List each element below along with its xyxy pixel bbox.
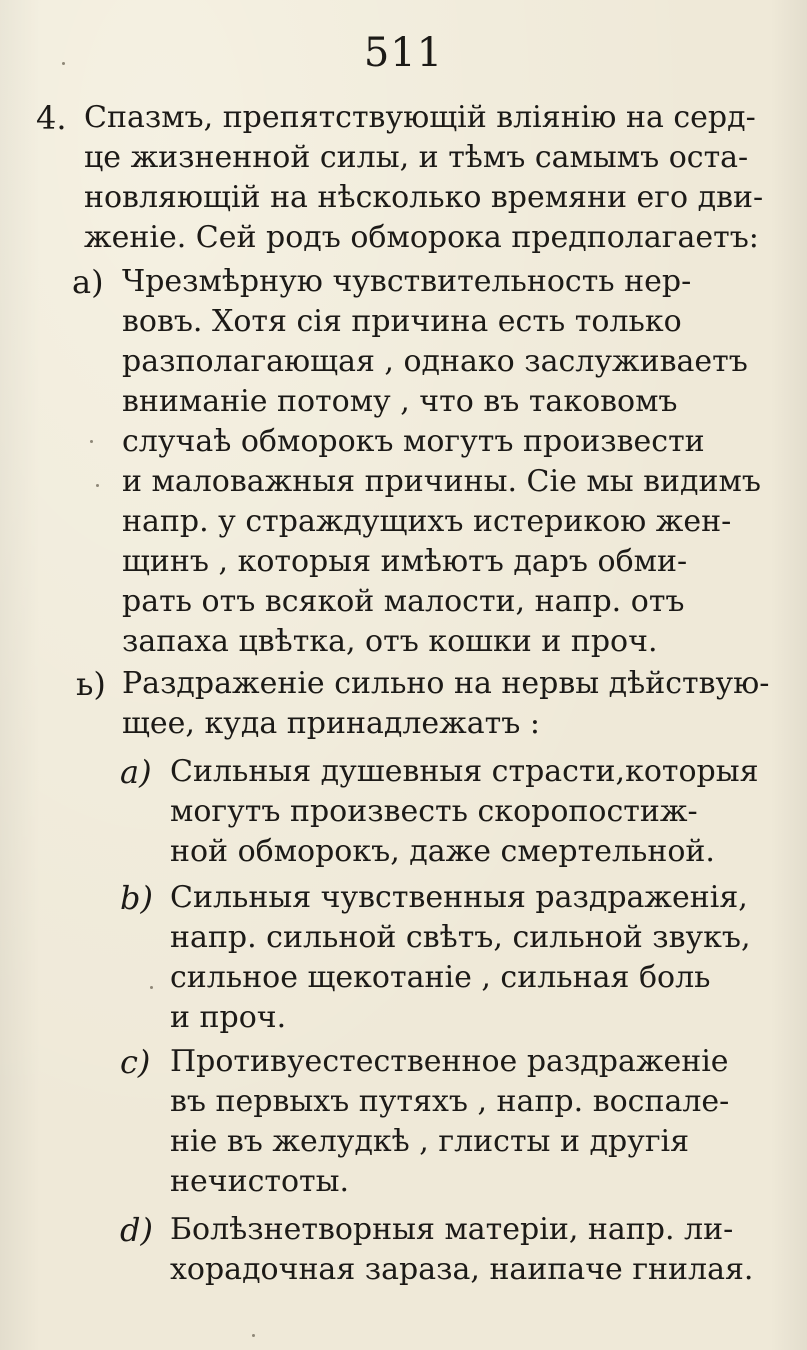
- text-line: Сильныя душевныя страсти,которыя: [170, 754, 759, 789]
- text-line: сильное щекотаніе , сильная боль: [170, 960, 711, 995]
- text-line: женіе. Сей родъ обморока предполагаетъ:: [84, 220, 759, 255]
- item-marker: а): [72, 263, 104, 301]
- paper-speck: [252, 1334, 255, 1337]
- subitem-marker: b): [120, 879, 153, 917]
- text-line: въ первыхъ путяхъ , напр. воспале-: [170, 1084, 730, 1119]
- text-line: ной обморокъ, даже смертельной.: [170, 834, 715, 869]
- paper-speck: [96, 484, 99, 487]
- text-line: Спазмъ, препятствующій вліянію на серд-: [84, 100, 756, 135]
- text-line: новляющій на нѣсколько времяни его дви-: [84, 180, 764, 215]
- text-line: запаха цвѣтка, отъ кошки и проч.: [122, 624, 658, 659]
- text-line: вовъ. Хотя сія причина есть только: [122, 304, 682, 339]
- text-line: щее, куда принадлежатъ :: [122, 706, 540, 741]
- paper-speck: [150, 986, 153, 989]
- text-line: це жизненной силы, и тѣмъ самымъ оста-: [84, 140, 749, 175]
- text-line: Болѣзнетворныя матеріи, напр. ли-: [170, 1212, 734, 1247]
- text-line: Чрезмѣрную чувствительность нер-: [122, 264, 692, 299]
- subitem-marker: c): [120, 1043, 151, 1081]
- text-line: Раздраженіе сильно на нервы дѣйствую-: [122, 666, 770, 701]
- page-number: 511: [363, 30, 444, 76]
- text-line: Противуестественное раздраженіе: [170, 1044, 729, 1079]
- text-line: ніе въ желудкѣ , глисты и другія: [170, 1124, 690, 1159]
- paper-speck: [90, 440, 93, 443]
- item-marker: ь): [76, 665, 106, 703]
- text-line: разполагающая , однако заслуживаетъ: [122, 344, 748, 379]
- text-line: напр. у страждущихъ истерикою жен-: [122, 504, 732, 539]
- text-line: хорадочная зараза, наипаче гнилая.: [170, 1252, 754, 1287]
- section-marker: 4.: [36, 99, 67, 137]
- subitem-marker: d): [120, 1211, 153, 1249]
- text-line: нечистоты.: [170, 1164, 350, 1199]
- text-line: и маловажныя причины. Сіе мы видимъ: [122, 464, 761, 499]
- paper-speck: [62, 62, 65, 65]
- subitem-marker: a): [120, 753, 152, 791]
- text-line: могутъ произвесть скоропостиж-: [170, 794, 698, 829]
- text-line: и проч.: [170, 1000, 287, 1035]
- text-line: рать отъ всякой малости, напр. отъ: [122, 584, 685, 619]
- text-line: Сильныя чувственныя раздраженія,: [170, 880, 748, 915]
- text-line: случаѣ обморокъ могутъ произвести: [122, 424, 705, 459]
- text-line: щинъ , которыя имѣютъ даръ обми-: [122, 544, 688, 579]
- text-line: вниманіе потому , что въ таковомъ: [122, 384, 678, 419]
- text-line: напр. сильной свѣтъ, сильной звукъ,: [170, 920, 751, 955]
